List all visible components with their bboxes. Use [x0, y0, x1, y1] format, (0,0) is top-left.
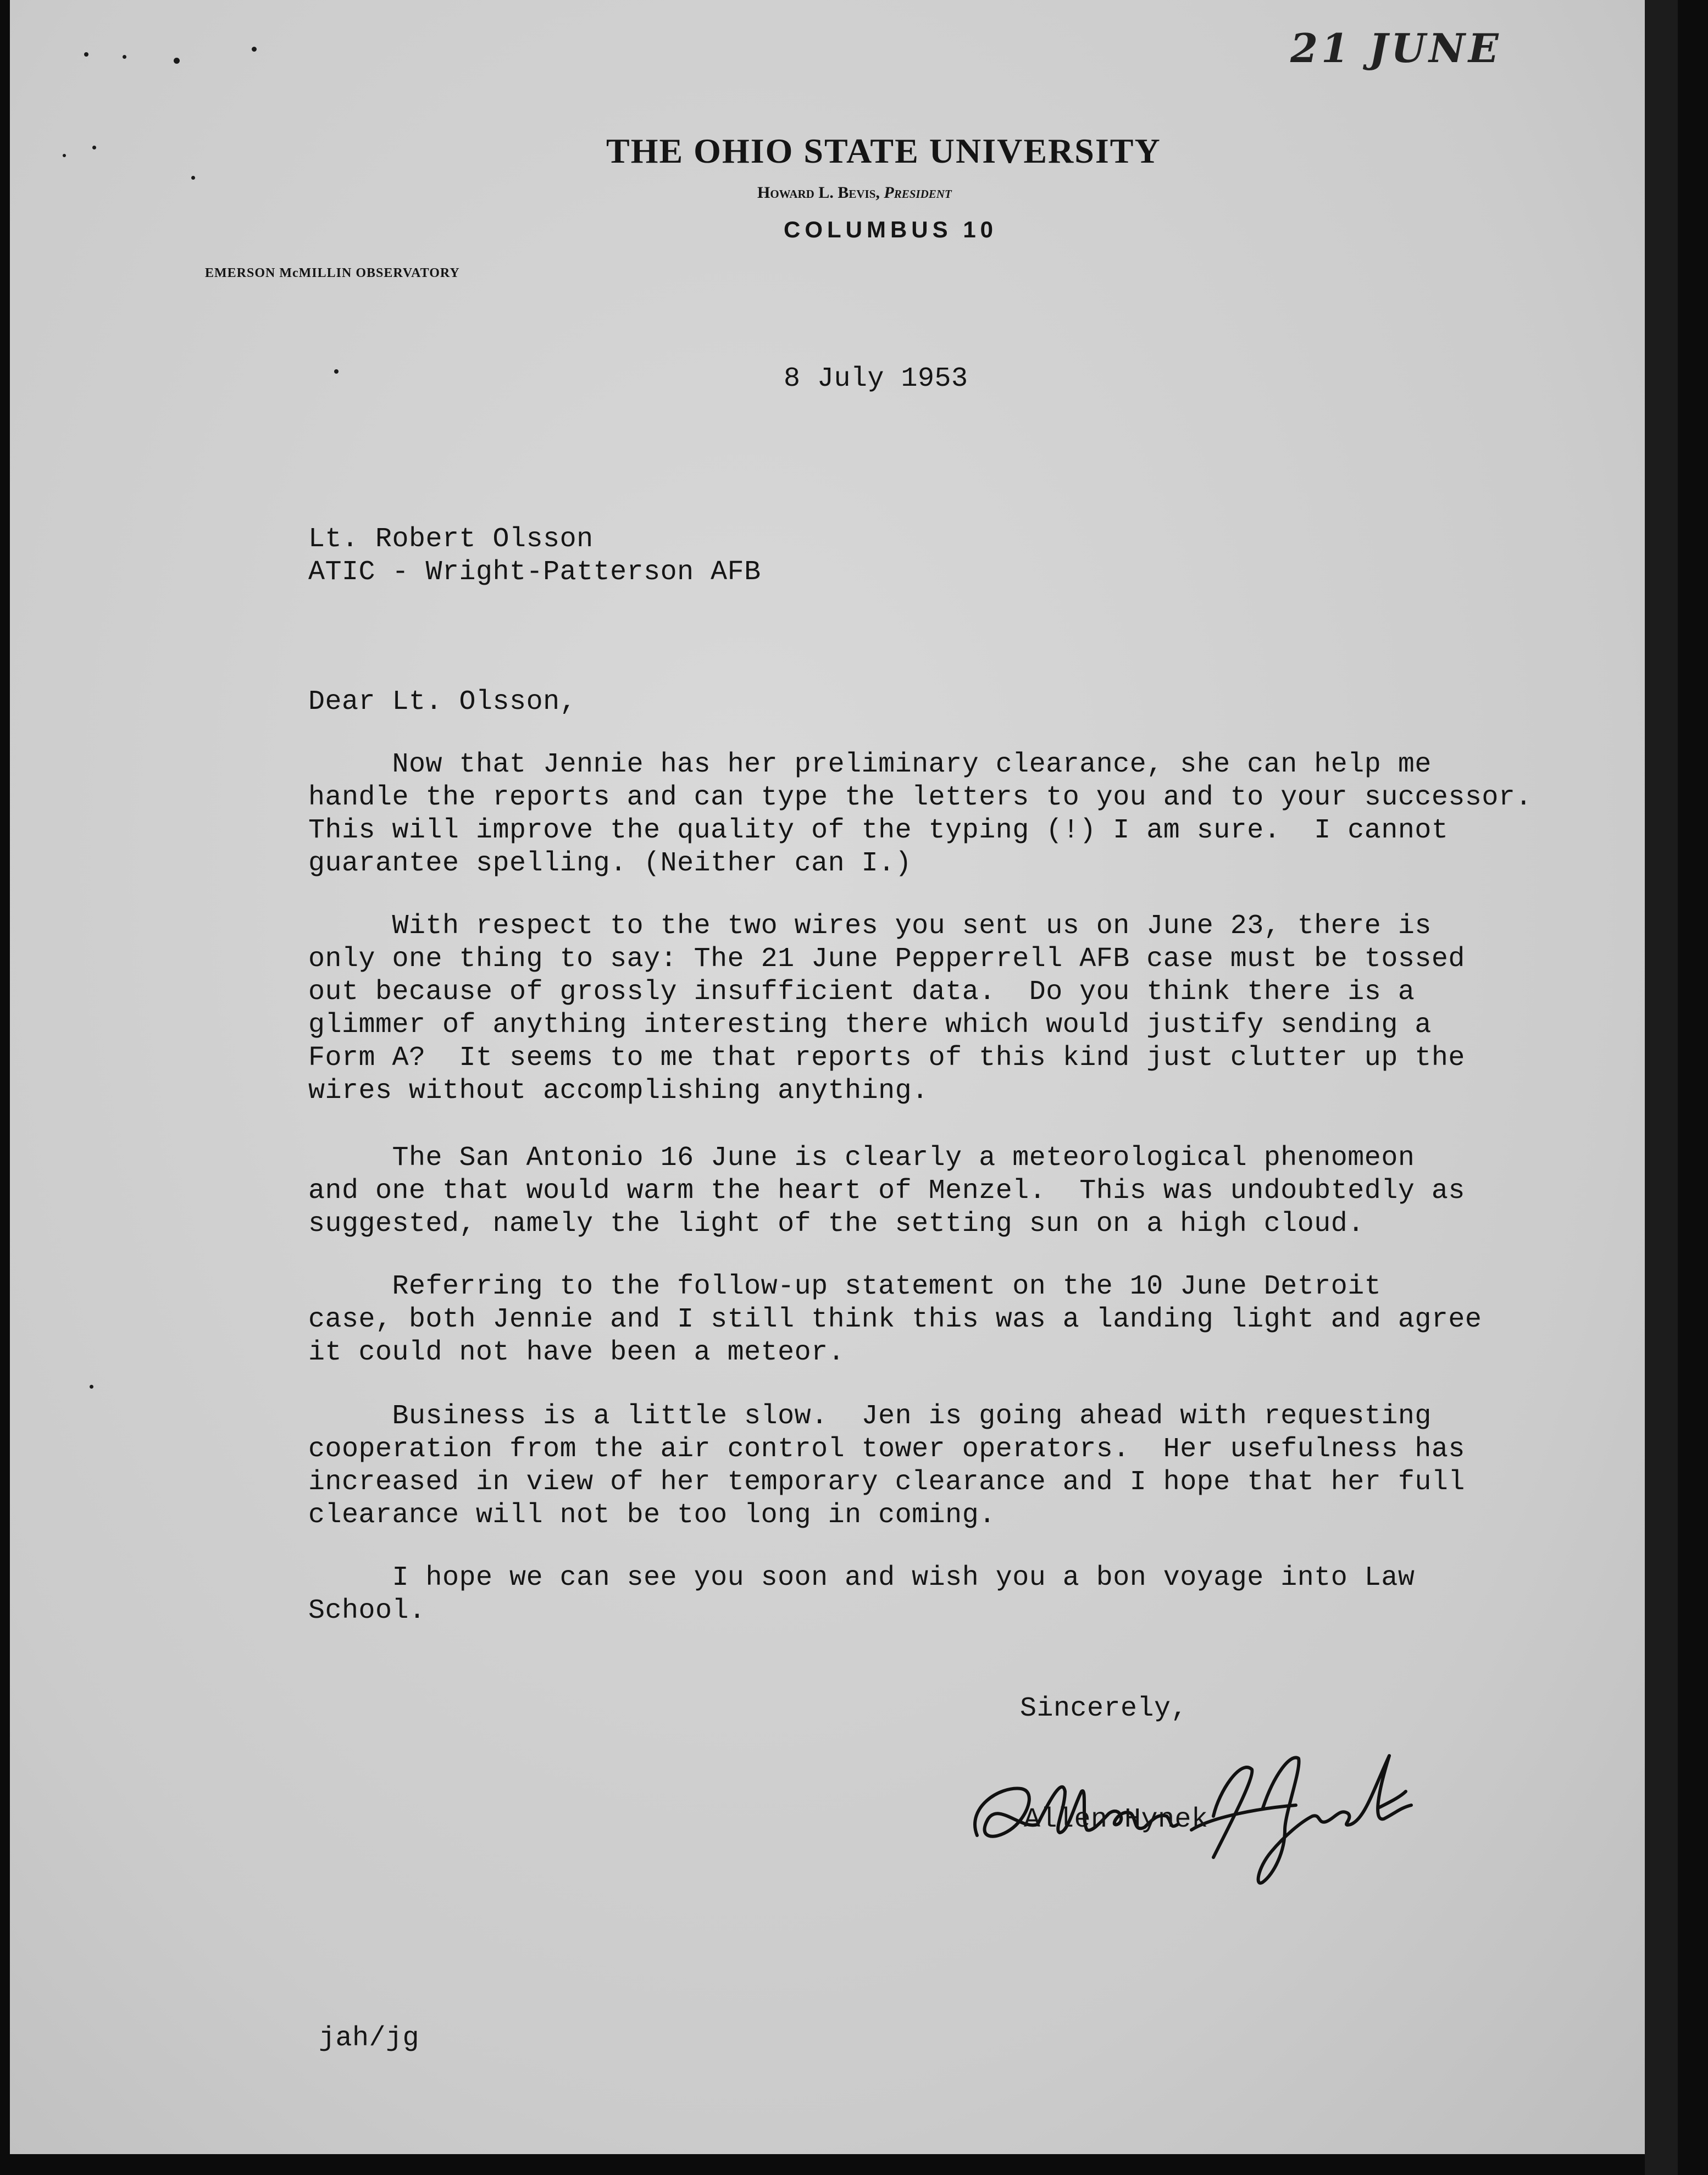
body-paragraph-1: [308, 748, 1534, 880]
paper-speck: [252, 47, 257, 52]
paragraph-line: clearance will not be too long in coming.: [308, 1500, 996, 1531]
president-name: Howard L. Bevis,: [757, 184, 880, 202]
letter-page: [10, 0, 1645, 2154]
closing: Sincerely,: [1020, 1693, 1188, 1724]
body-paragraph-5: [308, 1400, 1534, 1532]
body-paragraph-3: [308, 1142, 1534, 1241]
paper-speck: [334, 369, 339, 374]
paragraph-line: Business is a little slow. Jen is going ahead with requesting: [308, 1401, 1432, 1432]
paper-speck: [63, 154, 66, 157]
paragraph-line: suggested, namely the light of the setting sun on a high cloud.: [308, 1208, 1365, 1240]
paragraph-line: and one that would warm the heart of Menzel. This was undoubtedly as: [308, 1175, 1465, 1207]
paragraph-line: out because of grossly insufficient data. Do you think there is a: [308, 976, 1415, 1008]
handwritten-file-note: 21 JUNE: [1290, 25, 1502, 71]
body-paragraph-6: [308, 1562, 1534, 1628]
paragraph-line: Referring to the follow-up statement on the 10 June Detroit: [308, 1271, 1382, 1302]
letterhead-department: EMERSON McMILLIN OBSERVATORY: [205, 266, 460, 280]
paragraph-line: With respect to the two wires you sent us on June 23, there is: [308, 911, 1432, 942]
letterhead-university: THE OHIO STATE UNIVERSITY: [606, 131, 1161, 170]
scan-edge-shadow: [1645, 0, 1678, 2175]
paragraph-line: wires without accomplishing anything.: [308, 1075, 929, 1107]
paper-speck: [174, 58, 180, 64]
reference-initials: jah/jg: [319, 2023, 420, 2054]
paragraph-line: glimmer of anything interesting there which would justify sending a: [308, 1009, 1432, 1041]
letterhead-city: COLUMBUS 10: [784, 217, 998, 242]
paper-speck: [84, 52, 88, 57]
paragraph-line: I hope we can see you soon and wish you a bon voyage into Law: [308, 1562, 1415, 1594]
paragraph-line: case, both Jennie and I still think this was a landing light and agree: [308, 1304, 1482, 1335]
president-title: President: [884, 184, 952, 202]
letter-date: 8 July 1953: [784, 363, 968, 395]
paper-speck: [191, 176, 195, 180]
paragraph-line: guarantee spelling. (Neither can I.): [308, 848, 912, 879]
paragraph-line: cooperation from the air control tower operators. Her usefulness has: [308, 1434, 1465, 1465]
paragraph-line: Form A? It seems to me that reports of this kind just clutter up the: [308, 1042, 1465, 1074]
paragraph-line: only one thing to say: The 21 June Pepperrell AFB case must be tossed: [308, 944, 1465, 975]
letterhead-president: [757, 184, 952, 202]
recipient-organization: ATIC - Wright-Patterson AFB: [308, 557, 761, 588]
salutation: Dear Lt. Olsson,: [308, 686, 577, 718]
signer-name: Allen Hynek: [1024, 1804, 1208, 1835]
body-paragraph-4: [308, 1270, 1534, 1369]
paper-speck: [123, 55, 126, 59]
paragraph-line: The San Antonio 16 June is clearly a meteorological phenomeon: [308, 1142, 1415, 1174]
paragraph-line: School.: [308, 1595, 426, 1627]
paragraph-line: This will improve the quality of the typing (!) I am sure. I cannot: [308, 815, 1449, 846]
paragraph-line: Now that Jennie has her preliminary clearance, she can help me: [308, 749, 1432, 780]
paragraph-line: increased in view of her temporary clearance and I hope that her full: [308, 1467, 1465, 1498]
paper-speck: [90, 1385, 93, 1389]
paragraph-line: handle the reports and can type the letters to you and to your successor.: [308, 782, 1532, 813]
paragraph-line: it could not have been a meteor.: [308, 1337, 845, 1368]
recipient-name: Lt. Robert Olsson: [308, 524, 594, 555]
paper-speck: [92, 146, 96, 149]
body-paragraph-2: [308, 910, 1534, 1108]
